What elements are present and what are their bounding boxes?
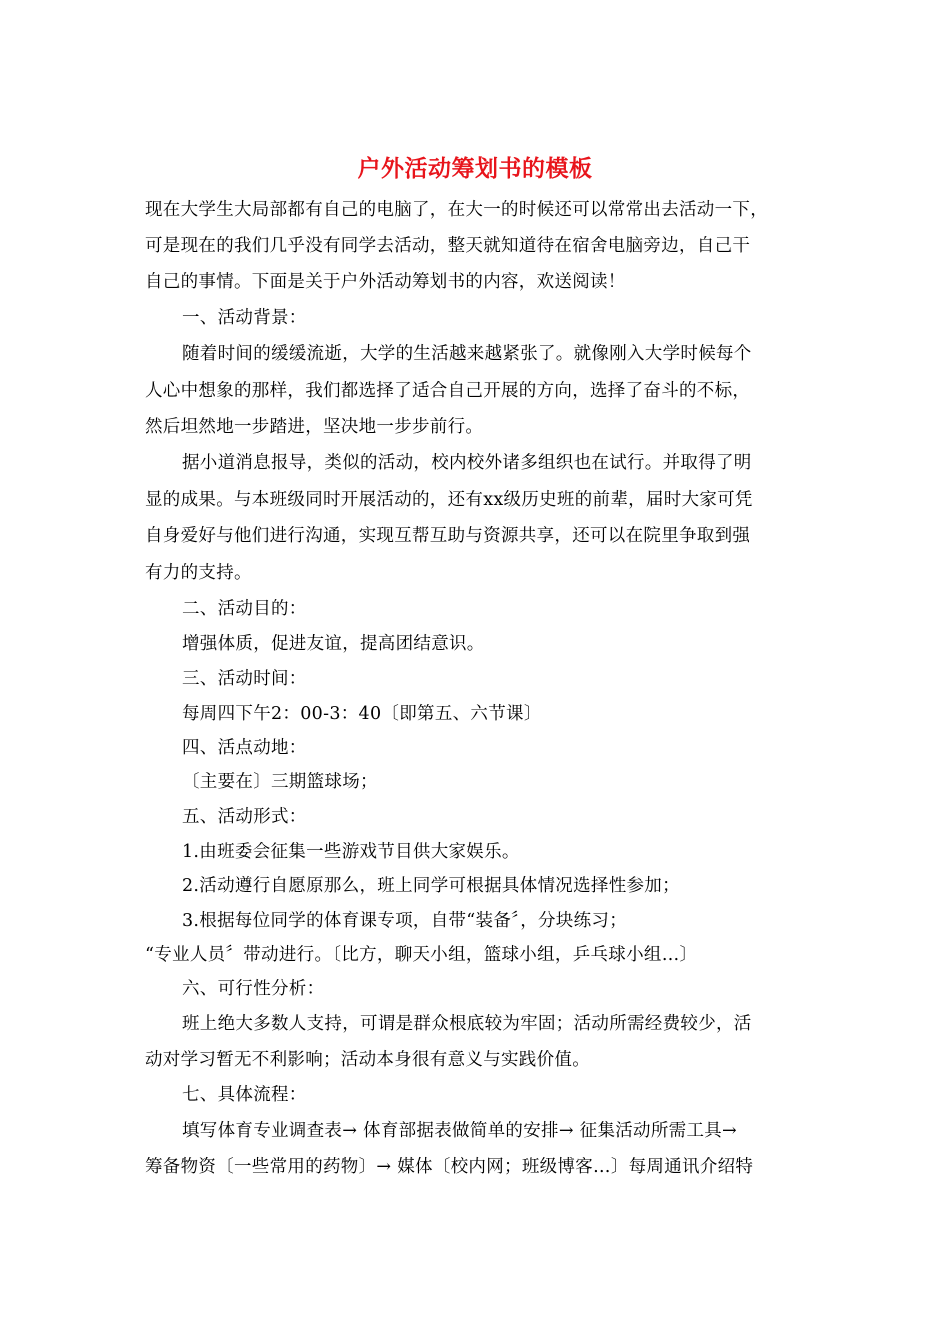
- paragraph-line: 动对学习暂无不利影响；活动本身很有意义与实践价值。: [145, 1050, 590, 1070]
- section-heading: 四、活点动地：: [182, 738, 307, 758]
- section-heading: 一、活动背景：: [182, 308, 307, 328]
- paragraph-line: 有力的支持。: [145, 563, 252, 583]
- paragraph-line: 现在大学生大局部都有自己的电脑了，在大一的时候还可以常常出去活动一下，: [145, 200, 768, 220]
- paragraph-line: 随着时间的缓缓流逝，大学的生活越来越紧张了。就像刚入大学时候每个: [182, 344, 752, 364]
- paragraph-line: 人心中想象的那样，我们都选择了适合自己开展的方向，选择了奋斗的不标，: [145, 381, 751, 401]
- paragraph-line: 填写体育专业调查表→ 体育部据表做简单的安排→ 征集活动所需工具→: [182, 1121, 738, 1141]
- section-heading: 六、可行性分析：: [182, 979, 325, 999]
- document-title: 户外活动筹划书的模板: [357, 155, 593, 182]
- paragraph-line: 增强体质，促进友谊，提高团结意识。: [182, 634, 485, 654]
- paragraph-line: 每周四下午2：00-3：40〔即第五、六节课〕: [182, 704, 542, 724]
- paragraph-line: 然后坦然地一步踏进，坚决地一步步前行。: [145, 417, 484, 437]
- paragraph-line: 据小道消息报导，类似的活动，校内校外诸多组织也在试行。并取得了明: [182, 453, 752, 473]
- paragraph-line: 自己的事情。下面是关于户外活动筹划书的内容，欢送阅读！: [145, 272, 626, 292]
- paragraph-line: 筹备物资〔一些常用的药物〕→ 媒体〔校内网；班级博客…〕每周通讯介绍特: [145, 1157, 754, 1177]
- paragraph-line: 显的成果。与本班级同时开展活动的，还有xx级历史班的前辈，届时大家可凭: [145, 490, 753, 510]
- section-heading: 七、具体流程：: [182, 1085, 307, 1105]
- paragraph-line: 〔主要在〕三期篮球场；: [182, 772, 378, 792]
- paragraph-line: “专业人员〞带动进行。〔比方，聊天小组，篮球小组，乒乓球小组…〕: [145, 945, 698, 965]
- list-item: 1.由班委会征集一些游戏节目供大家娱乐。: [182, 842, 520, 862]
- list-item: 3.根据每位同学的体育课专项，自带“装备〞，分块练习；: [182, 911, 627, 931]
- paragraph-line: 可是现在的我们几乎没有同学去活动，整天就知道待在宿舍电脑旁边，自己干: [145, 236, 751, 256]
- section-heading: 三、活动时间：: [182, 669, 307, 689]
- section-heading: 五、活动形式：: [182, 807, 307, 827]
- paragraph-line: 自身爱好与他们进行沟通，实现互帮互助与资源共享，还可以在院里争取到强: [145, 526, 751, 546]
- paragraph-line: 班上绝大多数人支持，可谓是群众根底较为牢固；活动所需经费较少，活: [182, 1014, 752, 1034]
- section-heading: 二、活动目的：: [182, 599, 307, 619]
- list-item: 2.活动遵行自愿原那么，班上同学可根据具体情况选择性参加；: [182, 876, 680, 896]
